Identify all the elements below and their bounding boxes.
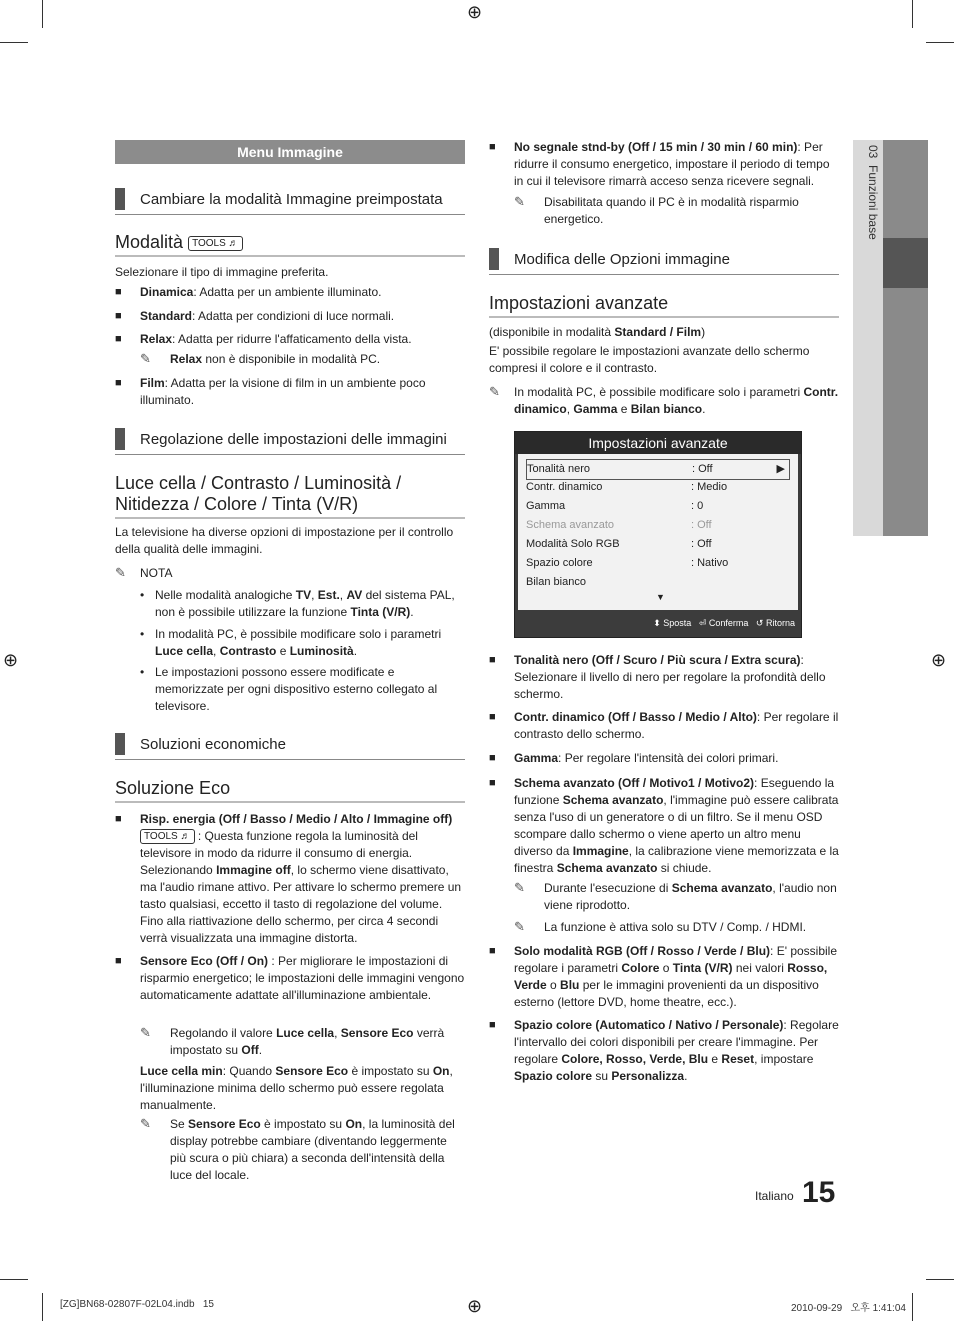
list-item: • In modalità PC, è possibile modificare solo i parametri Luce cella, Contrasto e Luminosità.	[140, 627, 442, 658]
bullet-square-icon: ■	[115, 813, 122, 825]
osd-row-tonalita-nero[interactable]: Tonalità nero : Off ▶	[526, 459, 790, 480]
list-item: ■ Tonalità nero (Off / Scuro / Più scura / Extra scura): Selezionare il livello di nero per regolare la profondità dello schermo.	[489, 653, 826, 701]
note-pencil-icon: ✎	[514, 194, 525, 209]
list-item: ■ Film: Adatta per la visione di film in un ambiente poco illuminato.	[115, 376, 426, 407]
tools-icon: TOOLS ♬	[140, 829, 195, 844]
note: ✎ Regolando il valore Luce cella, Sensore Eco verrà impostato su Off.	[140, 1025, 445, 1057]
note-pencil-icon: ✎	[514, 880, 525, 895]
crop-mark	[0, 1279, 28, 1280]
crop-mark	[42, 0, 43, 28]
list-item: • Le impostazioni possono essere modificate e memorizzate per ogni dispositivo esterno collegato al televisore.	[140, 665, 438, 713]
crop-mark	[926, 42, 954, 43]
bullet-square-icon: ■	[489, 141, 496, 153]
note: ✎ In modalità PC, è possibile modificare solo i parametri Contr. dinamico, Gamma e Bilan bianco.	[489, 384, 839, 416]
osd-row-bilan-bianco[interactable]: Bilan bianco	[526, 576, 586, 588]
footer-date: 2010-09-29 오후 1:41:04	[791, 1303, 906, 1314]
osd-row-modalita-solo-rgb[interactable]: Modalità Solo RGB : Off	[526, 538, 712, 550]
registration-mark-icon: ⊕	[3, 650, 19, 670]
section-title: Impostazioni avanzate	[489, 293, 839, 318]
list-item: • Nelle modalità analogiche TV, Est., AV del sistema PAL, non è possibile utilizzare la funzione Tinta (V/R).	[140, 588, 455, 619]
note: ✎ Se Sensore Eco è impostato su On, la luminosità del display potrebbe cambiare (diventando leggermente più scura o più chiara) a seconda dell'intensità della luce del locale.	[140, 1116, 455, 1182]
side-tab-marker	[883, 238, 928, 288]
list-item: ■ Relax: Adatta per ridurre l'affaticamento della vista.	[115, 332, 412, 346]
note-pencil-icon: ✎	[140, 351, 151, 366]
osd-menu	[514, 431, 802, 638]
paragraph: La televisione ha diverse opzioni di impostazione per il controllo della qualità delle immagini.	[115, 525, 454, 556]
menu-title-bar: Menu Immagine	[115, 140, 465, 164]
bullet-square-icon: ■	[489, 777, 496, 789]
list-item: ■ Schema avanzato (Off / Motivo1 / Motivo2): Eseguendo la funzione Schema avanzato, l'immagine può essere calibrata senza l'uso di un generatore o di un filtro. Se il menu OSD scompare dallo schermo o viene aperto un altro menu diverso da Immagine, la calibrazione viene memorizzata e la finestra Schema avanzato si chiude.	[489, 776, 839, 875]
scroll-down-icon[interactable]: ▼	[656, 592, 665, 602]
bullet-square-icon: ■	[489, 711, 496, 723]
osd-row-spazio-colore[interactable]: Spazio colore : Nativo	[526, 557, 729, 569]
bullet-square-icon: ■	[489, 654, 496, 666]
note-pencil-icon: ✎	[115, 565, 126, 580]
updown-icon: ⬍	[653, 618, 661, 628]
registration-mark-icon: ⊕	[467, 1296, 483, 1316]
footer-language: Italiano	[755, 1189, 794, 1203]
arrow-right-icon: ▶	[776, 463, 785, 475]
list-item: ■ Risp. energia (Off / Basso / Medio / Alto / Immagine off) TOOLS ♬ : Questa funzione regola la luminosità del televisore in modo da ridurre il consumo di energia. Selezionando Immagine off, lo schermo viene disattivato, ma l'audio rimane attivo. Per attivare lo schermo premere un tasto qualsiasi, eccetto il tasto di regolazione del volume. Fino alla riattivazione dello schermo, per circa 4 secondi verrà visualizzata una immagine distorta.	[115, 812, 462, 945]
osd-title: Impostazioni avanzate	[515, 432, 801, 454]
paragraph: Selezionare il tipo di immagine preferita.	[115, 265, 329, 279]
side-tab-dark	[883, 140, 928, 536]
tools-icon: TOOLS ♬	[188, 236, 243, 251]
bullet-square-icon: ■	[115, 286, 122, 298]
osd-row-gamma[interactable]: Gamma : 0	[526, 500, 704, 512]
subheading: Cambiare la modalità Immagine preimpostata	[115, 187, 465, 215]
section-title: Modalità TOOLS ♬	[115, 232, 465, 257]
paragraph: E' possibile regolare le impostazioni avanzate dello schermo compresi il colore e il contrasto.	[489, 344, 810, 375]
bullet-square-icon: ■	[489, 1019, 496, 1031]
note-pencil-icon: ✎	[140, 1116, 151, 1131]
side-tab-label: 03 Funzioni base	[866, 145, 880, 240]
subheading: Regolazione delle impostazioni delle immagini	[115, 427, 465, 455]
osd-row-contr-dinamico[interactable]: Contr. dinamico : Medio	[526, 481, 728, 493]
paragraph: Luce cella min: Quando Sensore Eco è impostato su On, l'illuminazione minima dello schermo può essere regolata manualmente.	[140, 1064, 453, 1112]
crop-mark	[912, 0, 913, 28]
list-item: ■ Gamma: Per regolare l'intensità dei colori primari.	[489, 751, 779, 765]
page-number: 15	[802, 1176, 836, 1209]
osd-row-schema-avanzato: Schema avanzato : Off	[526, 519, 712, 531]
list-item: ■ Contr. dinamico (Off / Basso / Medio / Alto): Per regolare il contrasto dello schermo.	[489, 710, 839, 741]
list-item: ■ No segnale stnd-by (Off / 15 min / 30 min / 60 min): Per ridurre il consumo energetico, impostare il periodo di tempo in cui il televisore rimarrà acceso senza ricevere segnali.	[489, 140, 830, 188]
bullet-square-icon: ■	[115, 310, 122, 322]
note-pencil-icon: ✎	[514, 919, 525, 934]
footer-file: [ZG]BN68-02807F-02L04.indb 15	[60, 1299, 214, 1310]
bullet-square-icon: ■	[115, 955, 122, 967]
note-heading: ✎ NOTA	[115, 565, 173, 580]
subheading: Modifica delle Opzioni immagine	[489, 247, 839, 275]
bullet-square-icon: ■	[489, 752, 496, 764]
subheading: Soluzioni economiche	[115, 732, 465, 760]
crop-mark	[0, 42, 28, 43]
bullet-square-icon: ■	[489, 945, 496, 957]
osd-footer: ⬍ Sposta ⏎ Conferma ↺ Ritorna	[653, 618, 795, 628]
list-item: ■ Sensore Eco (Off / On) : Per migliorare le impostazioni di risparmio energetico; le impostazioni delle immagini vengono automaticamente adattate all'illuminazione ambientale.	[115, 954, 465, 1002]
bullet-square-icon: ■	[115, 333, 122, 345]
crop-mark	[912, 1293, 913, 1321]
list-item: ■ Spazio colore (Automatico / Nativo / Personale): Regolare l'intervallo dei colori disponibili per creare l'immagine. Per regolare Colore, Rosso, Verde, Blu e Reset, impostare Spazio colore su Personalizza.	[489, 1018, 839, 1083]
list-item: ■ Dinamica: Adatta per un ambiente illuminato.	[115, 285, 382, 299]
enter-icon: ⏎	[698, 618, 707, 628]
note: ✎ Relax non è disponibile in modalità PC.	[140, 351, 381, 366]
note: ✎ La funzione è attiva solo su DTV / Comp. / HDMI.	[514, 919, 807, 934]
registration-mark-icon: ⊕	[467, 2, 483, 22]
note: ✎ Disabilitata quando il PC è in modalità risparmio energetico.	[514, 194, 799, 226]
crop-mark	[42, 1293, 43, 1321]
registration-mark-icon: ⊕	[931, 650, 947, 670]
note: ✎ Durante l'esecuzione di Schema avanzato, l'audio non viene riprodotto.	[514, 880, 837, 912]
section-title: Soluzione Eco	[115, 778, 465, 803]
list-item: ■ Standard: Adatta per condizioni di luce normali.	[115, 309, 395, 323]
osd-body	[518, 454, 798, 610]
note-pencil-icon: ✎	[489, 384, 500, 399]
paragraph: (disponibile in modalità Standard / Film)	[489, 325, 706, 339]
list-item: ■ Solo modalità RGB (Off / Rosso / Verde / Blu): E' possibile regolare i parametri Colore o Tinta (V/R) nei valori Rosso, Verde o Blu per le immagini provenienti da un dispositivo esterno (lettore DVD, home theatre, ecc.).	[489, 944, 838, 1009]
crop-mark	[926, 1279, 954, 1280]
bullet-square-icon: ■	[115, 377, 122, 389]
return-icon: ↺	[755, 618, 764, 628]
section-title: Luce cella / Contrasto / Luminosità / Nitidezza / Colore / Tinta (V/R)	[115, 473, 465, 519]
note-pencil-icon: ✎	[140, 1025, 151, 1040]
